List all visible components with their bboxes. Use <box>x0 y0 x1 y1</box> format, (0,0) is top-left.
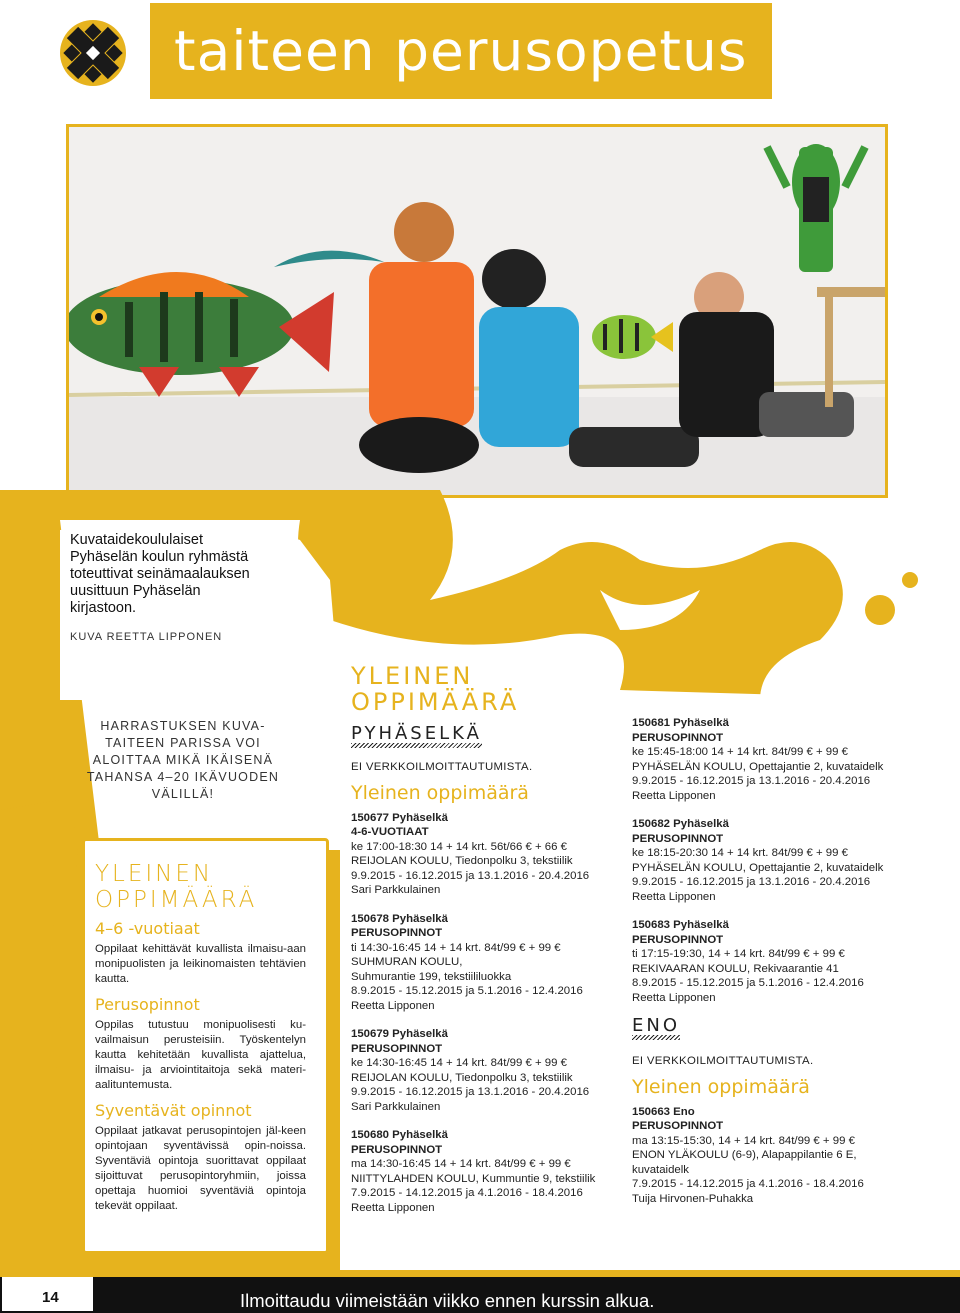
course-subheading: Yleinen oppimäärä <box>632 1076 810 1098</box>
course-type: PERUSOPINNOT <box>632 832 724 845</box>
course-code: 150663 Eno <box>632 1105 695 1118</box>
course-detail-line: 7.9.2015 - 14.12.2015 ja 4.1.2016 - 18.4.2016 <box>351 1187 583 1199</box>
info-section-title: 4–6 -vuotiaat <box>95 919 200 938</box>
course-code: 150678 Pyhäselkä <box>351 912 448 925</box>
course-entry <box>632 716 932 803</box>
info-section-title: Perusopinnot <box>95 995 200 1014</box>
course-detail-line: ma 14:30-16:45 14 + 14 krt. 84t/99 € + 99 € <box>351 1158 571 1170</box>
course-detail-line: kuvataidelk <box>632 1163 689 1176</box>
course-detail-line: ke 15:45-18:00 14 + 14 krt. 84t/99 € + 99 € <box>632 746 848 758</box>
course-detail-line: PYHÄSELÄN KOULU, Opettajantie 2, kuvataidelk <box>632 861 884 874</box>
course-detail-line: ma 13:15-15:30, 14 + 14 krt. 84t/99 € + 99 € <box>632 1134 855 1147</box>
mural-photo-image <box>69 127 885 495</box>
course-entry <box>351 1128 621 1215</box>
course-detail-line: 7.9.2015 - 14.12.2015 ja 4.1.2016 - 18.4.2016 <box>632 1178 864 1190</box>
course-detail-line: REKIVAARAN KOULU, Rekivaarantie 41 <box>632 962 839 975</box>
middle-column <box>351 663 621 1229</box>
registration-notice: EI VERKKOILMOITTAUTUMISTA. <box>632 1054 814 1067</box>
course-type: PERUSOPINNOT <box>632 731 724 744</box>
course-detail-line: Reetta Lipponen <box>632 890 716 903</box>
course-code: 150683 Pyhäselkä <box>632 919 729 931</box>
logo-icon <box>58 18 128 88</box>
course-detail-line: Tuija Hirvonen-Puhakka <box>632 1192 754 1205</box>
course-type: PERUSOPINNOT <box>351 1042 443 1055</box>
course-detail-line: ke 17:00-18:30 14 + 14 krt. 56t/66 € + 66 € <box>351 840 567 853</box>
course-detail-line: SUHMURAN KOULU, <box>351 956 463 968</box>
course-detail-line: 9.9.2015 - 16.12.2015 ja 13.1.2016 - 20.4.2016 <box>351 1086 590 1098</box>
course-subheading: Yleinen oppimäärä <box>351 782 529 804</box>
info-section-title: Syventävät opinnot <box>95 1101 252 1120</box>
course-detail-line: NIITTYLAHDEN KOULU, Kummuntie 9, tekstiilik <box>351 1172 596 1185</box>
course-detail-line: PYHÄSELÄN KOULU, Opettajantie 2, kuvataidelk <box>632 760 884 773</box>
course-detail-line: Suhmurantie 199, tekstiililuokka <box>351 970 512 983</box>
page-title: taiteen perusopetus <box>174 19 748 83</box>
course-detail-line: Reetta Lipponen <box>632 789 716 802</box>
course-detail-line: ti 14:30-16:45 14 + 14 krt. 84t/99 € + 99 € <box>351 941 561 954</box>
place-heading: ENO <box>632 1019 680 1040</box>
course-detail-line: ke 18:15-20:30 14 + 14 krt. 84t/99 € + 99 € <box>632 847 848 859</box>
info-section <box>95 995 306 1093</box>
course-entry <box>351 1027 621 1114</box>
course-code: 150681 Pyhäselkä <box>632 717 729 729</box>
page-number-box <box>0 1277 95 1313</box>
course-type: 4-6-VUOTIAAT <box>351 826 429 838</box>
course-detail-line: REIJOLAN KOULU, Tiedonpolku 3, tekstiilik <box>351 855 573 867</box>
pull-quote: HARRASTUKSEN KUVA-TAITEEN PARISSA VOI ALOITTAA MIKÄ IKÄISENÄ TAHANSA 4–20 IKÄVUODEN VÄLILLÄ! <box>86 719 280 801</box>
course-entry <box>351 912 621 1014</box>
course-code: 150679 Pyhäselkä <box>351 1028 448 1040</box>
photo-caption: Kuvataidekoululaiset Pyhäselän koulun ryhmästä toteuttivat seinämaalauksen uusittuun Pyhäselän kirjastoon. <box>70 532 250 616</box>
course-code: 150680 Pyhäselkä <box>351 1129 448 1141</box>
course-list <box>632 716 932 1005</box>
course-detail-line: 8.9.2015 - 15.12.2015 ja 5.1.2016 - 12.4.2016 <box>632 977 864 989</box>
course-detail-line: 9.9.2015 - 16.12.2015 ja 13.1.2016 - 20.4.2016 <box>351 869 590 882</box>
course-detail-line: ti 17:15-19:30, 14 + 14 krt. 84t/99 € + 99 € <box>632 948 845 960</box>
course-list <box>351 811 621 1216</box>
course-entry <box>632 817 932 904</box>
course-detail-line: Sari Parkkulainen <box>351 1100 441 1113</box>
photo-frame <box>66 124 888 498</box>
course-type: PERUSOPINNOT <box>351 927 443 939</box>
course-detail-line: ke 14:30-16:45 14 + 14 krt. 84t/99 € + 99 € <box>351 1057 567 1069</box>
course-entry <box>632 918 932 1005</box>
course-detail-line: Sari Parkkulainen <box>351 884 441 896</box>
course-detail-line: 8.9.2015 - 15.12.2015 ja 5.1.2016 - 12.4.2016 <box>351 985 583 997</box>
course-detail-line: Reetta Lipponen <box>351 1201 435 1214</box>
place-heading: PYHÄSELKÄ <box>351 727 482 748</box>
course-entry <box>632 1105 932 1207</box>
registration-notice: EI VERKKOILMOITTAUTUMISTA. <box>351 760 533 773</box>
course-detail-line: 9.9.2015 - 16.12.2015 ja 13.1.2016 - 20.4.2016 <box>632 876 871 888</box>
course-entry <box>351 811 621 898</box>
title-banner <box>150 3 772 99</box>
course-list <box>632 1105 932 1207</box>
section-heading: YLEINEN OPPIMÄÄRÄ <box>351 662 520 716</box>
course-detail-line: Reetta Lipponen <box>351 999 435 1012</box>
info-section-text: Oppilaat kehittävät kuvallista ilmaisu-aan monipuolisten ja leikinomaisten tehtävien kautta. <box>95 943 306 985</box>
info-section <box>95 1101 306 1214</box>
course-detail-line: ENON YLÄKOULU (6-9), Alapappilantie 6 E, <box>632 1149 857 1161</box>
page-number: 14 <box>42 1289 59 1306</box>
info-box-heading: YLEINEN OPPIMÄÄRÄ <box>95 861 258 913</box>
info-box <box>82 838 329 1254</box>
course-detail-line: 9.9.2015 - 16.12.2015 ja 13.1.2016 - 20.4.2016 <box>632 775 871 787</box>
info-section-text: Oppilas tutustuu monipuolisesti ku-vailmaisun perusteisiin. Työskentelyn kautta kehitetään kuvallista ajattelua, ilmaisu- ja arviointitaitoja sekä materi-aalituntemusta. <box>95 1019 306 1091</box>
info-section-text: Oppilaat jatkavat perusopintojen jäl-keen opintojaan syventävissä opin-noissa. Syventäviä opintoja suorittavat oppilaat sijoittuvat perusopintoryhmiin, joissa opettaja huomioi syventäviä opintoja tekevät oppilaat. <box>95 1125 306 1212</box>
footer-text: Ilmoittaudu viimeistään viikko ennen kurssin alkua. <box>240 1290 655 1311</box>
course-code: 150677 Pyhäselkä <box>351 811 448 824</box>
photo-credit: KUVA REETTA LIPPONEN <box>70 631 223 643</box>
info-section <box>95 919 306 987</box>
course-type: PERUSOPINNOT <box>632 1120 724 1132</box>
course-type: PERUSOPINNOT <box>632 933 724 946</box>
course-type: PERUSOPINNOT <box>351 1143 443 1156</box>
right-column <box>632 716 932 1220</box>
course-detail-line: REIJOLAN KOULU, Tiedonpolku 3, tekstiilik <box>351 1071 573 1084</box>
course-detail-line: Reetta Lipponen <box>632 991 716 1004</box>
footer-bar <box>0 1277 960 1313</box>
course-code: 150682 Pyhäselkä <box>632 818 729 830</box>
